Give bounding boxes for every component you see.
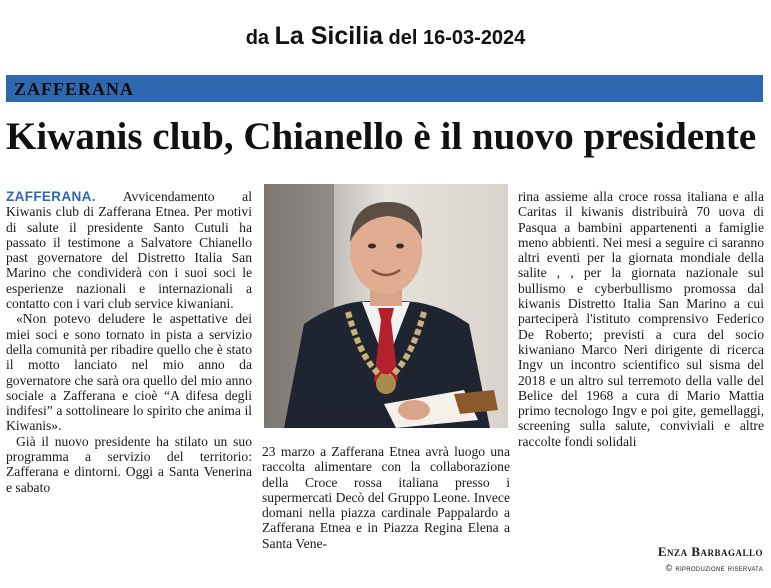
article-paragraph-3: Già il nuovo presidente ha stilato un suo programma a servizio del territorio: Zafferana e dintorni. Oggi a Santa Venerina e sabato — [6, 433, 252, 495]
article-paragraph-1 — [6, 189, 252, 311]
portrait-photo — [264, 184, 508, 428]
source-line — [0, 22, 771, 51]
source-date: del 16-03-2024 — [388, 27, 526, 49]
headline: Kiwanis club, Chianello è il nuovo presidente — [6, 115, 757, 158]
dateline: ZAFFERANA. — [6, 189, 96, 204]
article-paragraph-2: «Non potevo deludere le aspettative dei miei soci e sono tornato in pista a servizio della comunità per ribadire quello che è stato il motto lanciato nel mio anno da governatore che sarà ora quello del mio anno sociale a Zafferana e cioè “A difesa degli indifesi” a sottolineare lo spirito che anima il Kiwanis». — [6, 311, 252, 434]
article-paragraph-1-text: Avvicendamento al Kiwanis club di Zafferana Etnea. Per motivi di salute il presidente Santo Cutuli ha passato il testimone a Salvatore Chianello past governatore del Distretto Italia San Marino che condividerà con i suoi soci le esperienze nazionali e internazionali a contatto con i vari club service kiwaniani. — [6, 189, 252, 312]
article-paragraph-5: rina assieme alla croce rossa italiana e alla Caritas il kiwanis distribuirà 70 uova di Pasqua a bambini appartenenti a famiglie meno abbienti. Nei mesi a seguire ci saranno altri eventi per la giornata mondiale della salite , , per la giornata nazionale sul bullismo e cyberbullismo promossa dal kiwanis Distretto Italia San Marino a cui parteciperà l'istituto comprensivo Federico De Roberto; previsti a cura del socio kiwaniano Marco Neri dirigente di ricerca Ingv un incontro scientifico sul sisma del 2018 e un altro sul terremoto della valle del Belice del 1968 a cura di Mario Mattia primo tecnologo Ingv e poi gite, gemellaggi, screening sulla salute, conviviali e altre raccolte fondi solidali — [518, 189, 764, 449]
article-column-1 — [6, 189, 252, 495]
section-label: ZAFFERANA — [14, 79, 134, 99]
article-paragraph-4: 23 marzo a Zafferana Etnea avrà luogo una raccolta alimentare con la collaborazione della Croce rossa italiana presso i supermercati Decò del Gruppo Leone. Invece domani nella piazza cardinale Pappalardo a Zafferana Etnea e in Piazza Regina Elena a Santa Vene- — [262, 444, 510, 551]
article-column-2 — [262, 444, 510, 551]
copyright-notice: © riproduzione riservata — [665, 563, 763, 573]
article-column-3 — [518, 189, 764, 449]
byline: Enza Barbagallo — [657, 544, 763, 559]
source-prefix: da — [245, 27, 270, 49]
source-paper-name: La Sicilia — [274, 22, 383, 50]
section-band — [6, 75, 763, 102]
